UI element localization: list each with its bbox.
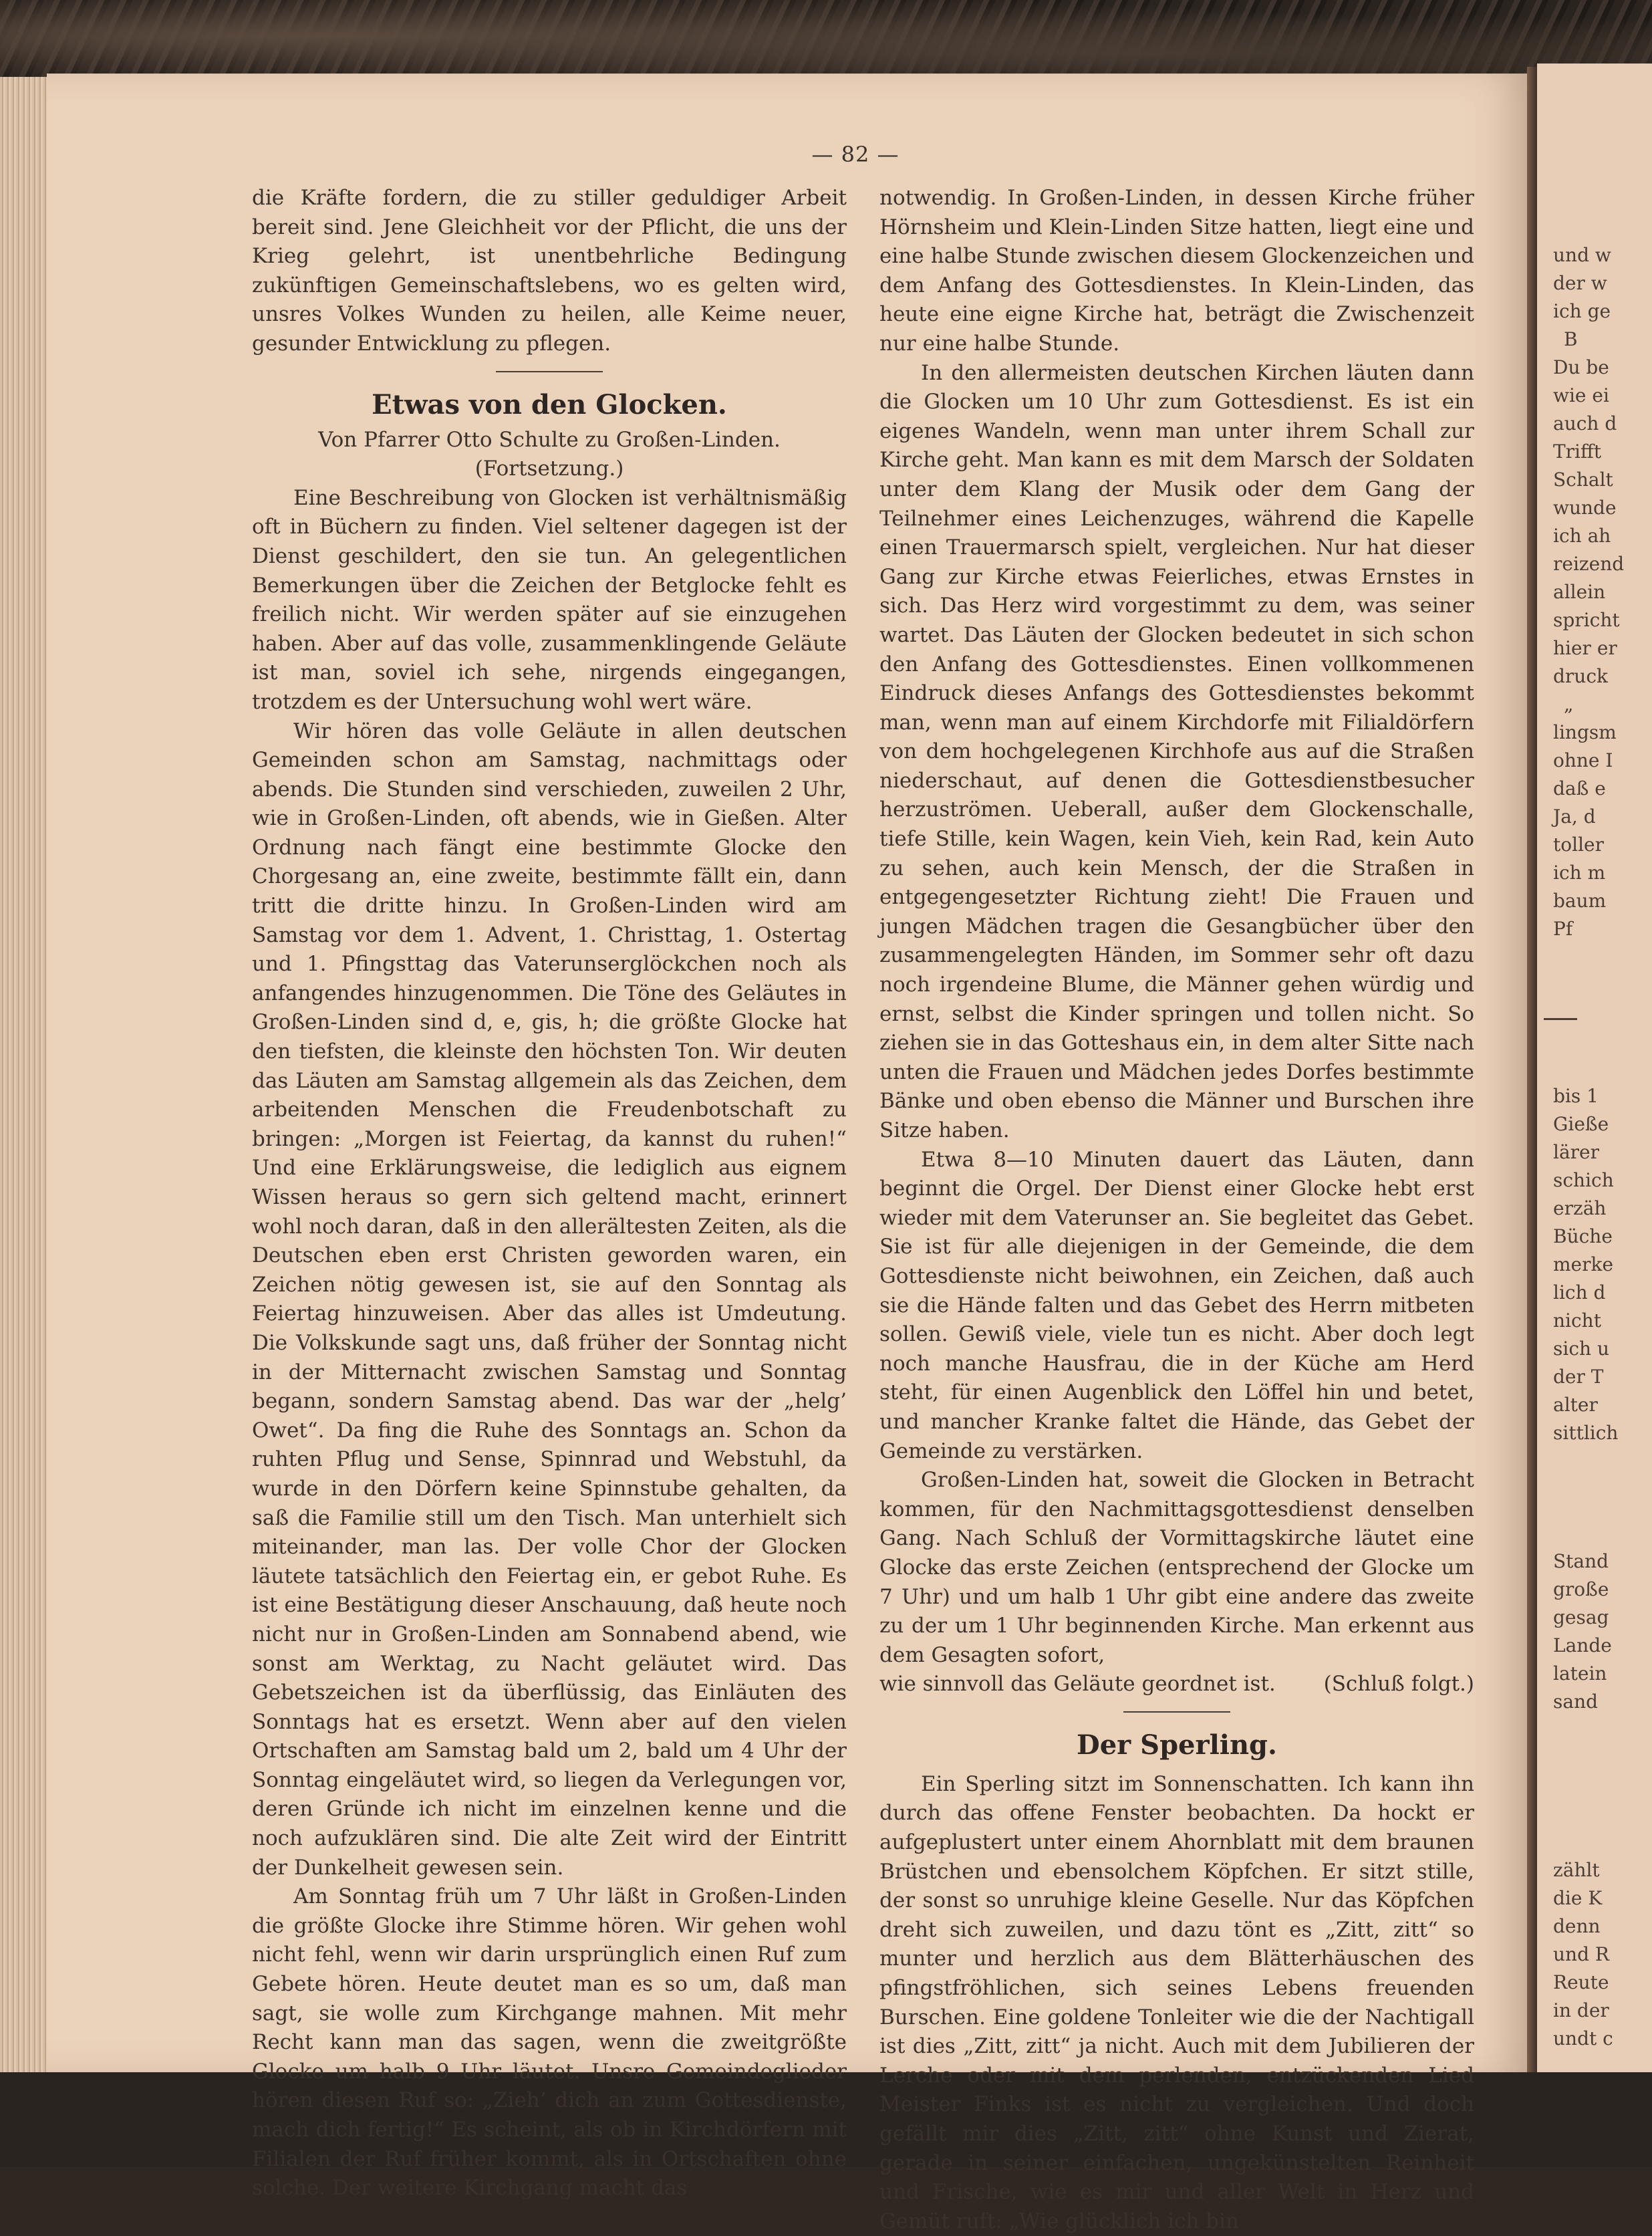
section-divider [496,371,603,372]
facing-page-fragment-line: lingsm [1553,721,1617,743]
facing-page-fragment-line: sand [1553,1691,1599,1713]
closing-line-text: wie sinnvoll das Geläute geordnet ist. [879,1672,1276,1697]
facing-page-fragment-line: Schalt [1553,469,1613,491]
facing-page-fragment-line: Pf [1553,918,1573,940]
facing-page-fragment-line: ich m [1553,862,1606,884]
facing-page-fragment-line: die K [1553,1887,1603,1909]
facing-page-fragment-line: große [1553,1578,1609,1600]
facing-page-fragment-line: der w [1553,272,1607,294]
right-column [879,184,1474,2236]
facing-page-fragment-line: Du be [1553,356,1609,378]
facing-page-fragment-line: toller [1553,834,1604,856]
facing-page-fragment-line: hier er [1553,637,1617,659]
facing-page-fragment-line: sich u [1553,1338,1609,1360]
facing-page-fragment-line: gesag [1553,1606,1609,1628]
continuation-note: (Fortsetzung.) [474,457,624,481]
facing-page-fragment-line: und R [1553,1943,1609,1965]
paragraph: Etwa 8—10 Minuten dauert das Läuten, dann beginnt die Orgel. Der Dienst einer Glocke hebt erst wieder mit dem Vaterunser an. Sie begleitet das Gebet. Sie ist für alle diejenigen in der Gemeinde, die dem Gottesdienste nicht beiwohnen, ein Zeichen, daß auch sie die Hände falten und das Gebet des Herrn mitbeten sollen. Gewiß viele, viele tun es nicht. Aber doch legt noch manche Hausfrau, die in der Küche am Herd steht, für einen Augenblick den Löffel hin und betet, und mancher Kranke faltet die Hände, das Gebet der Gemeinde zu verstärken. [879,1147,1474,1463]
paragraph: Ein Sperling sitzt im Sonnenschatten. Ich kann ihn durch das offene Fenster beobachten. Da hockt er aufgeplustert unter einem Ahornblatt mit dem braunen Brüstchen und ebensolchem Köpfchen. Er sitzt stille, der sonst so unruhige kleine Geselle. Nur das Köpfchen dreht sich zuweilen, und dazu tönt es „Zitt, zitt“ so munter und herzlich aus dem Blätterhäuschen des pfingstfröhlichen, sich seines Lebens freuenden Burschen. Eine goldene Tonleiter wie die der Nachtigall ist dies „Zitt, zitt“ ja nicht. Auch mit dem Jubilieren der Lerche oder mit dem perlenden, entzückenden Lied Meister Finks ist es nicht zu vergleichen. Und doch gefällt mir dies „Zitt, zitt“ ohne Kunst und Zierat, gerade in seiner einfachen, ungekünstelten Reinheit und Frische, wie es mir und aller Welt in Herz und Gemüt ruft: „Wie glücklich ich bin [879,1771,1474,2233]
paragraph: Eine Beschreibung von Glocken ist verhältnismäßig oft in Büchern zu finden. Viel seltener dagegen ist der Dienst geschildert, den sie tun. An gelegentlichen Bemerkungen über die Zeichen der Betglocke fehlt es freilich nicht. Wir werden später auf sie einzugehen haben. Aber auf das volle, zusammenklingende Geläute ist man, soviel ich sehe, nirgends eingegangen, trotzdem es der Untersuchung wohl wert wäre. [252,485,847,714]
facing-page-fragment-line: schich [1553,1169,1614,1191]
facing-page-fragment-line: Lande [1553,1634,1612,1656]
article-title-glocken: Etwas von den Glocken. [372,388,727,420]
facing-page-fragment-line: der T [1553,1366,1604,1388]
facing-page-fragment-line: sittlich [1553,1422,1619,1444]
closing-line [879,1670,1474,1699]
facing-page-fragment-line: Büche [1553,1225,1613,1247]
article-byline: Von Pfarrer Otto Schulte zu Großen-Linden. [318,427,781,452]
facing-page-fragment-line: alter [1553,1394,1598,1416]
facing-page-fragment-line: allein [1553,581,1606,603]
facing-page-fragment-line: auch d [1553,412,1617,434]
facing-page-fragment-line: erzäh [1553,1197,1607,1219]
facing-page-fragment-line: ich ah [1553,525,1611,547]
facing-page-fragment-line: „ [1564,693,1574,715]
facing-page-fragment-line: latein [1553,1662,1607,1685]
facing-page-fragment-line: lich d [1553,1281,1606,1303]
to-be-continued-note: (Schluß folgt.) [1323,1672,1474,1697]
facing-page-fragment-line: Trifft [1553,441,1602,463]
facing-page-fragment-line: B [1564,328,1578,350]
facing-page-fragment-line: lärer [1553,1141,1599,1163]
facing-page-fragment-line: Ja, d [1553,805,1596,828]
left-column [252,184,847,2203]
facing-page-fragment-line: merke [1553,1253,1614,1275]
intro-paragraph: die Kräfte fordern, die zu stiller geduldiger Arbeit bereit sind. Jene Gleichheit vor der Pflicht, die uns der Krieg gelehrt, ist unentbehrliche Bedingung zukünftigen Gemeinschaftslebens, wo es gelten wird, unsres Volkes Wunden zu heilen, alle Keime neuer, gesunder Entwicklung zu pflegen. [252,186,847,356]
facing-page-fragment-line: bis 1 [1553,1085,1599,1107]
facing-page-fragment-line: denn [1553,1915,1601,1937]
facing-page-fragment-line: wunde [1553,497,1617,519]
facing-page-fragment-line: zählt [1553,1859,1600,1881]
paragraph: Wir hören das volle Geläute in allen deutschen Gemeinden schon am Samstag, nachmittags oder abends. Die Stunden sind verschieden, zuweilen 2 Uhr, wie in Großen-Linden, oft abends, wie in Gießen. Alter Ordnung nach fängt eine bestimmte Glocke den Chorgesang an, eine zweite, bestimmte fällt ein, dann tritt die dritte hinzu. In Großen-Linden wird am Samstag vor dem 1. Advent, 1. Christtag, 1. Ostertag und 1. Pfingsttag das Vaterunserglöckchen noch als anfangendes hinzugenommen. Die Töne des Geläutes in Großen-Linden sind d, e, gis, h; die größte Glocke hat den tiefsten, die kleinste den höchsten Ton. Wir deuten das Läuten am Samstag allgemein als das Zeichen, dem arbeitenden Menschen die Freudenbotschaft zu bringen: „Morgen ist Feiertag, da kannst du ruhen!“ Und eine Erklärungsweise, die lediglich aus eignem Wissen heraus so gern sich geltend macht, erinnert wohl noch daran, daß in den allerältesten Zeiten, als die Deutschen eben erst Christen geworden waren, ein Zeichen nötig gewesen ist, sie auf den Sonntag als Feiertag hinzuweisen. Aber das alles ist Umdeutung. Die Volkskunde sagt uns, daß früher der Sonntag nicht in der Mitternacht zwischen Samstag und Sonntag begann, sondern Samstag abend. Das war der „helg’ Owet“. Da fing die Ruhe des Sonntags an. Schon da ruhten Pflug und Sense, Spinnrad und Webstuhl, da wurde in den Dörfern keine Spinnstube gehalten, da saß die Familie still um den Tisch. Man unterhielt sich miteinander, man las. Der volle Chor der Glocken läutete tatsächlich den Feiertag ein, er gebot Ruhe. Es ist eine Bestätigung dieser Anschauung, daß heute noch nicht nur in Großen-Linden am Sonnabend abend, wie sonst am Werktag, zu Nacht geläutet wird. Das Gebetszeichen ist da überflüssig, das Einläuten des Sonntags hat es ersetzt. Wenn aber auf den vielen Ortschaften am Samstag bald um 2, bald um 4 Uhr der Sonntag eingeläutet wird, so liegen da Verlegungen vor, deren Gründe ich nicht im einzelnen kenne und die noch aufzuklären sind. Die alte Zeit wird der Eintritt der Dunkelheit gewesen sein. [252,719,847,1880]
facing-page-fragment-line: Reute [1553,1971,1609,1993]
facing-page-fragment-line: ich ge [1553,300,1611,322]
facing-page-fragment-line: Stand [1553,1550,1609,1572]
page-number: — 82 — [811,142,900,167]
paragraph: Am Sonntag früh um 7 Uhr läßt in Großen-Linden die größte Glocke ihre Stimme hören. Wir gehen wohl nicht fehl, wenn wir darin ursprünglich einen Ruf zum Gebete hören. Heute deutet man es so um, daß man sagt, sie wolle zum Kirchgange mahnen. Mit mehr Recht kann man das sagen, wenn die zweitgrößte Glocke um halb 9 Uhr läutet. Unsre Gemeindeglieder hören diesen Ruf so: „Zieh’ dich an zum Gottesdienste, mach dich fertig!“ Es scheint, als ob in Kirchdörfern mit Filialen der Ruf früher kommt, als in Ortschaften ohne solche. Der weitere Kirchgang macht das [252,1884,847,2201]
paragraph: In den allermeisten deutschen Kirchen läuten dann die Glocken um 10 Uhr zum Gottesdienst. Es ist ein eigenes Wandeln, wenn man unter ihrem Schall zur Kirche geht. Man kann es mit dem Marsch der Soldaten unter dem Klang der Musik oder dem Gang der Teilnehmer eines Leichenzuges, während die Kapelle einen Trauermarsch spielt, vergleichen. Nur hat dieser Gang zur Kirche etwas Feierliches, etwas Ernstes in sich. Das Herz wird vorgestimmt zu dem, was seiner wartet. Das Läuten der Glocken bedeutet in sich schon den Anfang des Gottesdienstes. Einen vollkommenen Eindruck dieses Anfangs des Gottesdienstes bekommt man, wenn man auf einem Kirchdorfe mit Filialdörfern von dem hochgelegenen Kirchhofe aus auf die Straßen niederschaut, auf denen die Gottesdienstbesucher herzuströmen. Ueberall, außer dem Glockenschalle, tiefe Stille, kein Wagen, kein Vieh, kein Rad, kein Auto zu sehen, auch kein Mensch, der die Straßen in entgegengesetzter Richtung zieht! Die Frauen und jungen Mädchen tragen die Gesangbücher über den zusammengelegten Händen, im Sommer sehr oft dazu noch irgendeine Blume, die Männer gehen würdig und ernst, selbst die Kinder springen und tollen nicht. So ziehen sie in das Gotteshaus ein, in dem alter Sitte nach unten die Frauen und Mädchen jedes Dorfes bestimmte Bänke und oben ebenso die Männer und Burschen ihre Sitze haben. [879,360,1474,1142]
facing-page-fragment-line: spricht [1553,609,1620,631]
facing-page-fragment [1537,64,1652,2096]
facing-page-fragment-line: wie ei [1553,384,1609,406]
facing-page-fragment-line: Gieße [1553,1113,1609,1135]
facing-page-fragment-line: undt c [1553,2027,1613,2049]
facing-page-fragment-line: ohne I [1553,749,1613,771]
paragraph: notwendig. In Großen-Linden, in dessen Kirche früher Hörnsheim und Klein-Linden Sitze hatten, liegt eine und eine halbe Stunde zwischen diesem Glockenzeichen und dem Anfang des Gottesdienstes. In Klein-Linden, das heute eine eigne Kirche hat, beträgt die Zwischenzeit nur eine halbe Stunde. [879,186,1474,356]
facing-page-rule [1544,1018,1577,1020]
facing-page-fragment-line: baum [1553,890,1607,912]
section-divider [1123,1711,1230,1713]
facing-page-fragment-line: reizend [1553,553,1625,575]
facing-page-fragment-line: in der [1553,1999,1609,2021]
article-title-sperling: Der Sperling. [1077,1729,1277,1761]
facing-page-fragment-line: daß e [1553,777,1606,799]
paragraph: Großen-Linden hat, soweit die Glocken in Betracht kommen, für den Nachmittagsgottesdienst denselben Gang. Nach Schluß der Vormittagskirche läutet eine Glocke das erste Zeichen (entsprechend der Glocke um 7 Uhr) und um halb 1 Uhr gibt eine andere das zweite zu der um 1 Uhr beginnenden Kirche. Man erkennt aus dem Gesagten sofort, [879,1468,1474,1667]
facing-page-fragment-line: druck [1553,665,1608,687]
facing-page-fragment-line: und w [1553,244,1611,266]
facing-page-fragment-line: nicht [1553,1310,1601,1332]
